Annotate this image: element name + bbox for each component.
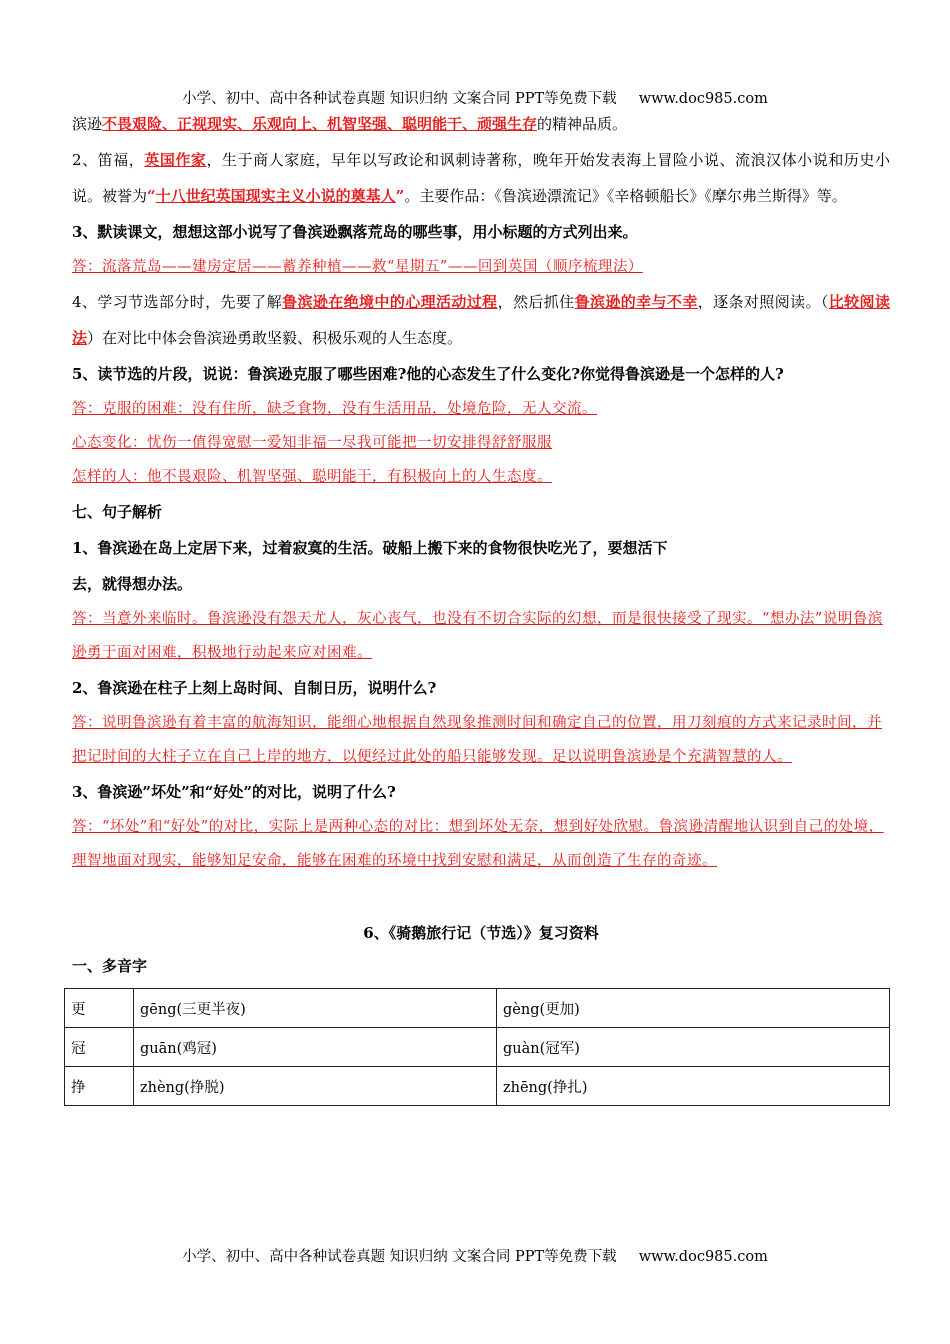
table-cell-reading-2: gèng(更加) xyxy=(497,989,890,1028)
sentence-2-answer: 答：说明鲁滨逊有着丰富的航海知识，能细心地根据自然现象推测时间和确定自己的位置，用刀刻痕的方式来记录时间，并把记时间的大柱子立在自己上岸的地方，以便经过此处的船只能够发现。足以说明鲁滨逊是个充满智慧的人。 xyxy=(72,715,882,765)
sentence-3: 3、鲁滨逊”坏处”和“好处”的对比，说明了什么? xyxy=(72,783,396,801)
p2-quote-open: “ xyxy=(147,187,156,205)
table-cell-reading-2: guàn(冠军) xyxy=(497,1028,890,1067)
chapter-6-subtitle: 一、多音字 xyxy=(72,957,148,975)
table-row xyxy=(65,989,890,1028)
question-5: 5、读节选的片段，说说：鲁滨逊克服了哪些困难?他的心态发生了什么变化?你觉得鲁滨逊是一个怎样的人? xyxy=(72,365,784,383)
table-cell-char: 冠 xyxy=(65,1028,134,1067)
sentence-1: 1、鲁滨逊在岛上定居下来，过着寂寞的生活。破船上搬下来的食物很快吃光了，要想活下 xyxy=(72,539,668,557)
answer-5-2: 心态变化：忧伤一值得宽慰一爱知非福一尽我可能把一切安排得舒舒服服 xyxy=(72,435,552,451)
p4-highlight-2: 鲁滨逊的幸与不幸 xyxy=(574,293,698,311)
answer-3: 答：流落荒岛——建房定居——蓄养种植——救“星期五”——回到英国（顺序梳理法） xyxy=(72,259,643,275)
table-cell-reading-1: zhèng(挣脱) xyxy=(134,1067,497,1106)
p4-text-b: ，然后抓住 xyxy=(497,293,575,311)
sentence-1-cont: 去，就得想办法。 xyxy=(72,575,193,593)
question-3: 3、默读课文，想想这部小说写了鲁滨逊飘落荒岛的哪些事，用小标题的方式列出来。 xyxy=(72,223,638,241)
sentence-2: 2、鲁滨逊在柱子上刻上岛时间、自制日历，说明什么? xyxy=(72,679,437,697)
table-cell-reading-1: guān(鸡冠) xyxy=(134,1028,497,1067)
table-cell-reading-2: zhēng(挣扎) xyxy=(497,1067,890,1106)
p2-text-b: ，生于商人家庭，早年以写政论和讽刺诗著称，晚年开始发表海上冒险小说、流浪汉体小说和历史小说。被誉为 xyxy=(72,151,890,205)
table-row xyxy=(65,1028,890,1067)
p2-highlight-2: 十八世纪英国现实主义小说的奠基人 xyxy=(155,187,396,205)
polyphone-table xyxy=(64,988,890,1106)
section-7-title: 七、句子解析 xyxy=(72,503,163,521)
header-site: www.doc985.com xyxy=(638,91,768,107)
table-cell-char: 挣 xyxy=(65,1067,134,1106)
content xyxy=(72,106,890,1106)
table-row xyxy=(65,1067,890,1106)
page-header xyxy=(0,87,950,108)
header-text: 小学、初中、高中各种试卷真题 知识归纳 文案合同 PPT等免费下载 xyxy=(182,91,617,107)
sentence-3-answer: 答：“坏处”和“好处”的对比，实际上是两种心态的对比：想到坏处无奈，想到好处欣慰。鲁滨逊清醒地认识到自己的处境，理智地面对现实，能够知足安命，能够在困难的环境中找到安慰和满足，从而创造了生存的奇迹。 xyxy=(72,819,884,869)
table-cell-reading-1: gēng(三更半夜) xyxy=(134,989,497,1028)
answer-5-3: 怎样的人：他不畏艰险、机智坚强、聪明能干，有积极向上的人生态度。 xyxy=(72,469,552,485)
sentence-1-answer: 答：当意外来临时。鲁滨逊没有怨天尤人，灰心丧气，也没有不切合实际的幻想，而是很快接受了现实。“想办法”说明鲁滨逊勇于面对困难，积极地行动起来应对困难。 xyxy=(72,611,883,661)
table-cell-char: 更 xyxy=(65,989,134,1028)
p1-text-a: 滨逊 xyxy=(72,115,103,133)
chapter-6-title: 6、《骑鹅旅行记（节选）》复习资料 xyxy=(363,924,599,942)
footer-text: 小学、初中、高中各种试卷真题 知识归纳 文案合同 PPT等免费下载 xyxy=(182,1249,617,1265)
p4-text-a: 4、学习节选部分时，先要了解 xyxy=(72,293,283,311)
p4-highlight-1: 鲁滨逊在绝境中的心理活动过程 xyxy=(282,293,498,311)
paragraph-4 xyxy=(72,284,890,356)
p2-highlight-1: 英国作家 xyxy=(144,151,207,169)
p1-text-b: 的精神品质。 xyxy=(537,115,628,133)
footer-site: www.doc985.com xyxy=(638,1249,768,1265)
p2-text-c: 。主要作品：《鲁滨逊漂流记》《辛格顿船长》《摩尔弗兰斯得》等。 xyxy=(404,187,847,205)
p2-quote-close: ” xyxy=(395,187,405,205)
answer-5-1: 答：克服的困难：没有住所，缺乏食物，没有生活用品，处境危险，无人交流。 xyxy=(72,401,597,417)
p4-text-c: ，逐条对照阅读。（ xyxy=(697,293,829,311)
p4-text-d: ）在对比中体会鲁滨逊勇敢坚毅、积极乐观的人生态度。 xyxy=(87,329,463,347)
p4-highlight-3: 比较阅读法 xyxy=(72,293,890,347)
paragraph-1 xyxy=(72,106,890,142)
p1-highlight: 不畏艰险、正视现实、乐观向上、机智坚强、聪明能干、顽强生存 xyxy=(102,115,538,133)
p2-text-a: 2、笛福， xyxy=(72,151,145,169)
page-footer xyxy=(0,1245,950,1266)
paragraph-2 xyxy=(72,142,890,214)
